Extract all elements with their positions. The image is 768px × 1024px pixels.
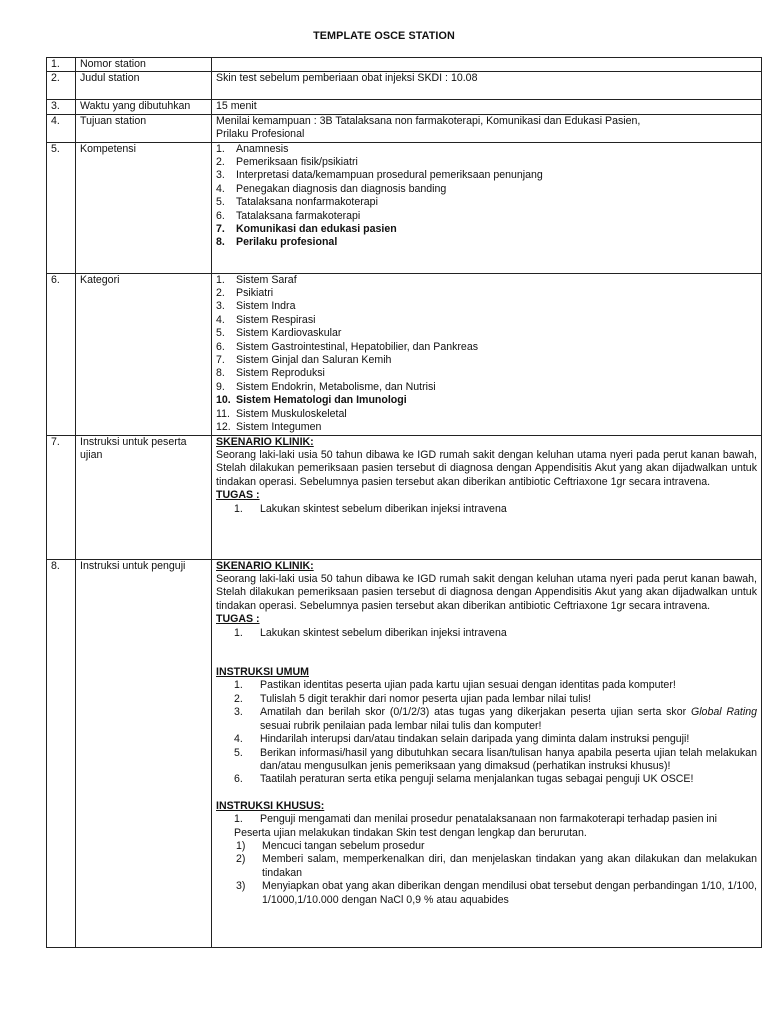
instruksi-umum-list: [216, 679, 757, 786]
tugas-heading: TUGAS :: [216, 489, 260, 502]
label-line: ujian: [80, 449, 103, 462]
khusus-note: Peserta ujian melakukan tindakan Skin test dengan lengkap dan berurutan.: [234, 826, 587, 839]
tujuan-line: Prilaku Profesional: [216, 128, 305, 141]
list-item: 8. Sistem Reproduksi: [216, 367, 325, 380]
row-label: Tujuan station: [76, 114, 212, 142]
kategori-list: [216, 274, 757, 435]
list-item: 1. Anamnesis: [216, 142, 289, 155]
list-item: 4. Sistem Respirasi: [216, 313, 316, 326]
row-value: [212, 435, 762, 559]
tugas-list: [216, 503, 757, 516]
list-item: 7. Sistem Ginjal dan Saluran Kemih: [216, 354, 392, 367]
list-item: 6. Taatilah peraturan serta etika penguji selama menjalankan tugas sebagai penguji UK OSCE!: [234, 773, 694, 786]
instruksi-khusus-list: [216, 813, 757, 826]
list-item: 11. Sistem Muskuloskeletal: [216, 407, 347, 420]
row-value: 15 menit: [212, 100, 762, 114]
osce-station-table: [46, 57, 762, 948]
instruksi-khusus-heading: INSTRUKSI KHUSUS:: [216, 799, 325, 812]
list-item: 3) Menyiapkan obat yang akan diberikan dengan mendilusi obat tersebut dengan perbandingan 1/10, 1/100, 1/1000,1/10.000 dengan NaCl 0,9 % atau aquabides: [236, 880, 757, 906]
skenario-heading: SKENARIO KLINIK:: [216, 435, 314, 448]
list-item: 7. Komunikasi dan edukasi pasien: [216, 223, 397, 236]
row-value: Skin test sebelum pemberiaan obat injeksi SKDI : 10.08: [212, 72, 762, 100]
list-item: 8. Perilaku profesional: [216, 236, 338, 249]
list-item: 5. Berikan informasi/hasil yang dibutuhkan secara lisan/tulisan hanya apabila peserta ujian telah melakukan dan/atau mengusulkan jenis pemeriksaan yang dimaksud (perhatikan instruksi khusus)!: [234, 746, 757, 772]
row-label: Nomor station: [76, 58, 212, 72]
table-row: [47, 559, 762, 947]
row-number: 2.: [47, 72, 76, 100]
list-item: 1. Lakukan skintest sebelum diberikan injeksi intravena: [234, 626, 507, 639]
table-row: [47, 273, 762, 435]
procedure-steps: [216, 840, 757, 907]
list-item: 1. Pastikan identitas peserta ujian pada kartu ujian sesuai dengan identitas pada komputer!: [234, 679, 676, 692]
row-number: 3.: [47, 100, 76, 114]
table-row: [47, 100, 762, 114]
list-item: 4. Penegakan diagnosis dan diagnosis banding: [216, 182, 447, 195]
skenario-text: Seorang laki-laki usia 50 tahun dibawa ke IGD rumah sakit dengan keluhan utama nyeri pada perut kanan bawah, Stelah dilakukan pemeriksaan pasien tersebut di diagnosa dengan Appendisitis Akut yang akan dijadwalkan untuk tindakan operasi. Sebelumnya pasien tersebut akan diberikan antibiotic Ceftriaxone 1gr secara intravena.: [216, 573, 757, 612]
list-item: 1. Lakukan skintest sebelum diberikan injeksi intravena: [234, 502, 507, 515]
row-label: Judul station: [76, 72, 212, 100]
page-title: TEMPLATE OSCE STATION: [313, 30, 455, 42]
tugas-list: [216, 627, 757, 640]
list-item: 12. Sistem Integumen: [216, 421, 322, 434]
list-item: 3. Interpretasi data/kemampuan prosedural pemeriksaan penunjang: [216, 169, 543, 182]
row-value: [212, 273, 762, 435]
tugas-heading: TUGAS :: [216, 613, 260, 626]
skenario-text: Seorang laki-laki usia 50 tahun dibawa ke IGD rumah sakit dengan keluhan utama nyeri pada perut kanan bawah, Stelah dilakukan pemeriksaan pasien tersebut di diagnosa dengan Appendisitis Akut yang akan dijadwalkan untuk tindakan operasi. Sebelumnya pasien tersebut akan diberikan antibiotic Ceftriaxone 1gr secara intravena.: [216, 449, 757, 488]
list-item: 2) Memberi salam, memperkenalkan diri, dan menjelaskan tindakan yang akan dilakukan dan melakukan tindakan: [236, 853, 757, 879]
row-label: Waktu yang dibutuhkan: [76, 100, 212, 114]
row-number: 7.: [47, 435, 76, 559]
row-number: 1.: [47, 58, 76, 72]
list-item: 9. Sistem Endokrin, Metabolisme, dan Nutrisi: [216, 380, 436, 393]
instruksi-umum-heading: INSTRUKSI UMUM: [216, 666, 309, 679]
list-item: 3. Sistem Indra: [216, 300, 296, 313]
list-item: 1. Penguji mengamati dan menilai prosedur penatalaksanaan non farmakoterapi terhadap pasien ini: [234, 813, 718, 826]
row-label: Instruksi untuk penguji: [76, 559, 212, 947]
list-item: 10. Sistem Hematologi dan Imunologi: [216, 394, 407, 407]
row-value: [212, 58, 762, 72]
skenario-heading: SKENARIO KLINIK:: [216, 559, 314, 572]
list-item: 5. Tatalaksana nonfarmakoterapi: [216, 196, 378, 209]
list-item: 3. Amatilah dan berilah skor (0/1/2/3) atas tugas yang dikerjakan peserta ujian serta skor Global Rating sesuai rubrik penilaian pada lembar nilai tulis dan komputer!: [234, 706, 757, 732]
table-row: [47, 58, 762, 72]
row-value: [212, 559, 762, 947]
table-row: [47, 114, 762, 142]
list-item: 1) Mencuci tangan sebelum prosedur: [236, 839, 425, 852]
table-row: [47, 435, 762, 559]
table-row: [47, 72, 762, 100]
row-number: 8.: [47, 559, 76, 947]
row-number: 4.: [47, 114, 76, 142]
kompetensi-list: [216, 143, 757, 250]
list-item: 5. Sistem Kardiovaskular: [216, 327, 342, 340]
row-label: [76, 435, 212, 559]
row-value: [212, 114, 762, 142]
table-row: [47, 142, 762, 273]
list-item: 2. Tulislah 5 digit terakhir dari nomor peserta ujian pada lembar nilai tulis!: [234, 692, 592, 705]
list-item: 2. Psikiatri: [216, 287, 274, 300]
row-number: 5.: [47, 142, 76, 273]
row-value: [212, 142, 762, 273]
tujuan-line: Menilai kemampuan : 3B Tatalaksana non farmakoterapi, Komunikasi dan Edukasi Pasien,: [216, 114, 641, 127]
list-item: 2. Pemeriksaan fisik/psikiatri: [216, 156, 358, 169]
list-item: 4. Hindarilah interupsi dan/atau tindakan selain daripada yang diminta dalam instruksi penguji!: [234, 733, 690, 746]
row-number: 6.: [47, 273, 76, 435]
label-line: Instruksi untuk peserta: [80, 435, 187, 448]
row-label: Kompetensi: [76, 142, 212, 273]
list-item: 1. Sistem Saraf: [216, 273, 297, 286]
list-item: 6. Tatalaksana farmakoterapi: [216, 209, 361, 222]
row-label: Kategori: [76, 273, 212, 435]
list-item: 6. Sistem Gastrointestinal, Hepatobilier, dan Pankreas: [216, 340, 479, 353]
